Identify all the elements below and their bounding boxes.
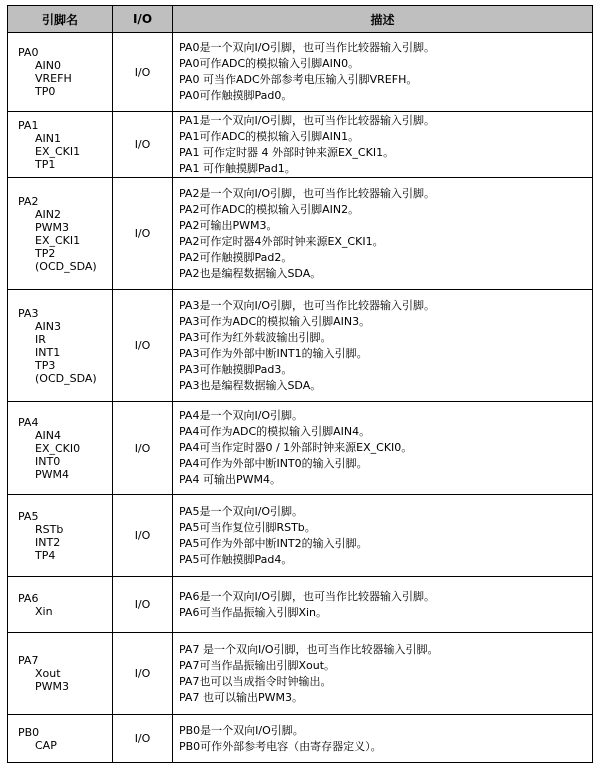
description-line: PA1可作ADC的模拟输入引脚AIN1。 [179, 129, 360, 143]
description-line: PA4 可输出PWM4。 [179, 473, 281, 486]
description-line: PA0可作ADC的模拟输入引脚AIN0。 [179, 57, 360, 70]
pin-name-cell [8, 715, 113, 763]
pin-name-cell [8, 495, 113, 577]
description-line: PA7 是一个双向I/O引脚，也可当作比较器输入引脚。 [179, 642, 439, 656]
description-line: PA2可作ADC的模拟输入引脚AIN2。 [179, 202, 360, 216]
pin-description-cell [173, 33, 593, 112]
pin-alt-function: EX_CKI0 [35, 441, 81, 455]
pin-description-cell [173, 178, 593, 290]
header-io: I/O [113, 6, 173, 33]
pin-io-type: I/O [113, 495, 173, 577]
pin-io-type: I/O [113, 290, 173, 402]
description-line: PA0是一个双向I/O引脚，也可当作比较器输入引脚。 [179, 41, 436, 54]
description-line: PA7 也可以输出PWM3。 [179, 690, 303, 704]
pin-alt-function: AIN1 [35, 131, 61, 145]
pin-io-type: I/O [113, 402, 173, 495]
pin-name-cell [8, 402, 113, 495]
pin-description-cell [173, 577, 593, 633]
description-line: PA3可作触摸脚Pad3。 [179, 362, 293, 376]
pin-alt-function: EX_CKI1 [35, 144, 81, 158]
pin-alt-function: PWM3 [35, 680, 69, 693]
header-pin-name: 引脚名 [8, 6, 113, 33]
pin-alt-function: CAP [35, 738, 57, 752]
pin-alt-function: (OCD_SDA) [35, 371, 97, 385]
table-row [8, 290, 593, 402]
pin-alt-function: TP1 [35, 157, 56, 171]
description-line: PA4是一个双向I/O引脚。 [179, 409, 304, 422]
pin-io-type: I/O [113, 33, 173, 112]
description-line: PA3可作为ADC的模拟输入引脚AIN3。 [179, 314, 371, 328]
pin-alt-function: TP2 [35, 246, 56, 260]
pin-alt-function: AIN0 [35, 59, 61, 72]
pin-name: PA3 [18, 306, 39, 320]
table-row [8, 178, 593, 290]
description-line: PA2是一个双向I/O引脚，也可当作比较器输入引脚。 [179, 186, 436, 200]
pin-description-cell [173, 402, 593, 495]
description-line: PA7也可以当成指令时钟输出。 [179, 674, 332, 688]
table-row [8, 577, 593, 633]
description-line: PA2可作触摸脚Pad2。 [179, 250, 293, 264]
description-line: PA3也是编程数据输入SDA。 [179, 378, 322, 392]
description-line: PA1 可作触摸脚Pad1。 [179, 161, 296, 175]
description-line: PA3可作为外部中断INT1的输入引脚。 [179, 346, 368, 360]
pin-alt-function: INT2 [35, 535, 61, 549]
pin-alt-function: RSTb [35, 522, 64, 536]
pin-description-cell [173, 112, 593, 178]
pin-alt-function: VREFH [35, 72, 72, 85]
table-body [8, 33, 593, 763]
description-line: PA6可当作晶振输入引脚Xin。 [179, 605, 328, 619]
description-line: PA0 可当作ADC外部参考电压输入引脚VREFH。 [179, 73, 418, 86]
table-header-row [8, 6, 593, 33]
pin-description-cell [173, 495, 593, 577]
description-line: PA5是一个双向I/O引脚。 [179, 504, 304, 518]
description-line: PA0可作触摸脚Pad0。 [179, 89, 293, 102]
pin-alt-function: PWM3 [35, 220, 69, 234]
description-line: PB0可作外部参考电容（由寄存器定义）。 [179, 739, 382, 753]
description-line: PA3是一个双向I/O引脚，也可当作比较器输入引脚。 [179, 298, 436, 312]
description-line: PA2也是编程数据输入SDA。 [179, 266, 322, 280]
header-description: 描述 [173, 6, 593, 33]
pin-name: PA0 [18, 46, 39, 59]
description-line: PA3可作为红外载波输出引脚。 [179, 330, 332, 344]
table-row [8, 495, 593, 577]
pin-name-cell [8, 633, 113, 715]
description-line: PA2可输出PWM3。 [179, 218, 278, 232]
description-line: PA1 可作定时器 4 外部时钟来源EX_CKI1。 [179, 145, 395, 159]
pin-name-cell [8, 290, 113, 402]
description-line: PA1是一个双向I/O引脚，也可当作比较器输入引脚。 [179, 113, 436, 127]
table-row [8, 112, 593, 178]
pin-alt-function: TP3 [35, 358, 56, 372]
pin-alt-function: AIN2 [35, 207, 61, 221]
pin-name: PA4 [18, 415, 39, 429]
pin-description-cell [173, 715, 593, 763]
description-line: PA4可当作定时器0 / 1外部时钟来源EX_CKI0。 [179, 441, 413, 454]
pin-io-type: I/O [113, 577, 173, 633]
pin-name: PA6 [18, 591, 39, 605]
pin-name: PA2 [18, 194, 39, 208]
pin-name: PA1 [18, 118, 39, 132]
pin-alt-function: TP0 [35, 85, 56, 98]
pin-description-cell [173, 633, 593, 715]
table-row [8, 715, 593, 763]
table-row [8, 33, 593, 112]
description-line: PA4可作为ADC的模拟输入引脚AIN4。 [179, 425, 371, 438]
pin-alt-function: Xout [35, 667, 61, 680]
pin-name-cell [8, 33, 113, 112]
pin-io-type: I/O [113, 715, 173, 763]
description-line: PA5可作为外部中断INT2的输入引脚。 [179, 536, 368, 550]
description-line: PA5可当作复位引脚RSTb。 [179, 520, 316, 534]
pin-io-type: I/O [113, 112, 173, 178]
pin-alt-function: AIN3 [35, 319, 61, 333]
description-line: PA7可当作晶振输出引脚Xout。 [179, 658, 336, 672]
table-row [8, 402, 593, 495]
pin-alt-function: EX_CKI1 [35, 233, 81, 247]
description-line: PA4可作为外部中断INT0的输入引脚。 [179, 457, 368, 470]
pin-alt-function: Xin [35, 604, 53, 618]
description-line: PA2可作定时器4外部时钟来源EX_CKI1。 [179, 234, 384, 248]
pin-description-cell [173, 290, 593, 402]
description-line: PB0是一个双向I/O引脚。 [179, 723, 304, 737]
pin-alt-function: PWM4 [35, 467, 69, 481]
pin-alt-function: AIN4 [35, 428, 61, 442]
description-line: PA6是一个双向I/O引脚，也可当作比较器输入引脚。 [179, 589, 436, 603]
pin-name-cell [8, 178, 113, 290]
pin-description-table [7, 5, 593, 763]
pin-name-cell [8, 112, 113, 178]
pin-alt-function: (OCD_SDA) [35, 259, 97, 273]
pin-alt-function: IR [35, 332, 46, 346]
description-line: PA5可作触摸脚Pad4。 [179, 552, 293, 566]
pin-alt-function: INT0 [35, 454, 61, 468]
pin-io-type: I/O [113, 178, 173, 290]
pin-io-type: I/O [113, 633, 173, 715]
table-row [8, 633, 593, 715]
pin-name-cell [8, 577, 113, 633]
pin-alt-function: INT1 [35, 345, 61, 359]
pin-name: PA5 [18, 509, 39, 523]
pin-name: PB0 [18, 725, 40, 739]
pin-name: PA7 [18, 654, 39, 667]
pin-alt-function: TP4 [35, 548, 56, 562]
